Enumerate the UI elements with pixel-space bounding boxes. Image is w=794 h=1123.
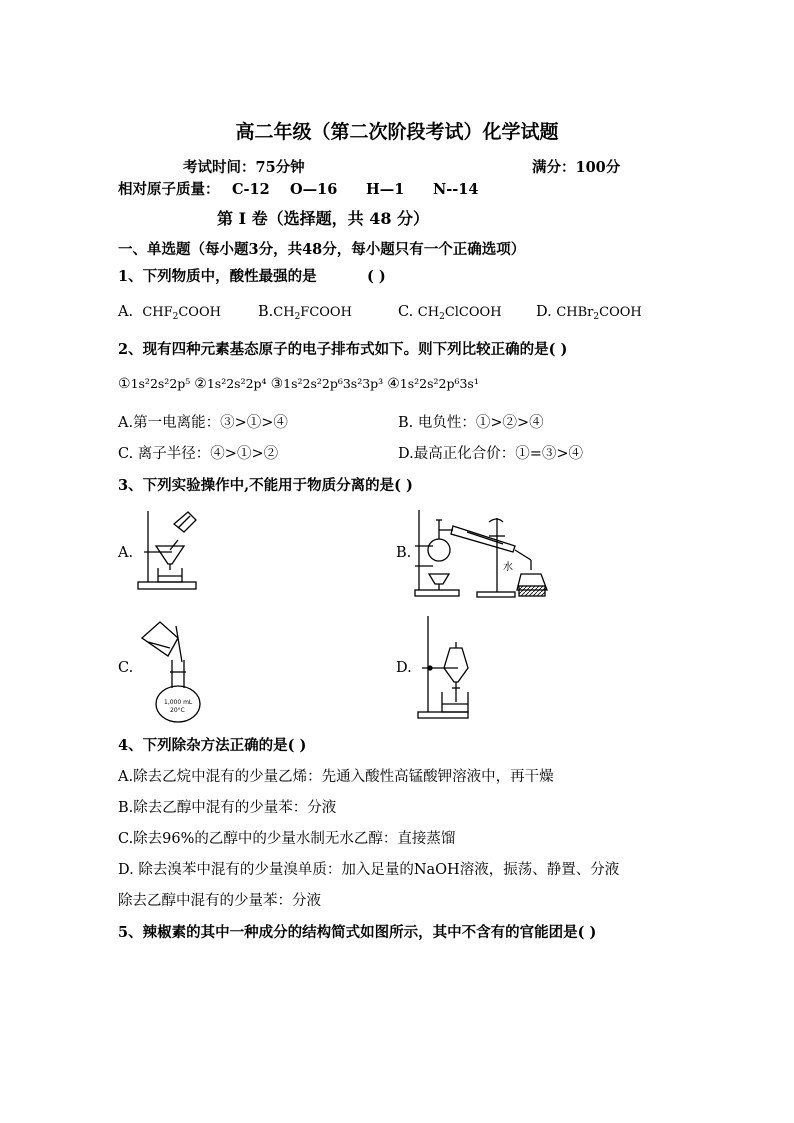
q3-label-b: B. xyxy=(396,545,412,561)
q4-extra-line: 除去乙醇中混有的少量苯：分液 xyxy=(118,893,321,909)
q2-option-a: A.第一电离能：③>①>④ xyxy=(118,415,288,431)
distillation-apparatus-diagram xyxy=(413,508,553,600)
q1-option-a: A. $CHF_2COOH$ xyxy=(118,304,221,322)
filtration-apparatus-diagram xyxy=(136,508,216,596)
q2-option-d: D.最高正化合价：①=③>④ xyxy=(398,446,584,462)
q4-option-d: D. 除去溴苯中混有的少量溴单质：加入足量的NaOH溶液，振荡、静置、分液 xyxy=(118,862,620,878)
exam-time: 考试时间：75分钟 xyxy=(183,159,305,176)
flask-temp-label: 20°C xyxy=(170,707,185,714)
atomic-mass-o: O—16 xyxy=(290,181,338,198)
q3-label-d: D. xyxy=(396,660,412,676)
q1-option-b: $B.CH_2FCOOH$ xyxy=(258,304,352,322)
q2-option-b: B. 电负性：①>②>④ xyxy=(398,415,544,431)
atomic-mass-label: 相对原子质量： xyxy=(118,181,220,198)
water-label: 水 xyxy=(503,562,513,573)
q2-configs: ①1s²2s²2p⁵ ②1s²2s²2p⁴ ③1s²2s²2p⁶3s²3p³ ④1s²2s²2p⁶3s¹ xyxy=(118,376,479,392)
q3-label-a: A. xyxy=(118,545,134,561)
q1-option-c: C. $CH_2ClCOOH$ xyxy=(398,304,502,322)
q2-stem: 2、现有四种元素基态原子的电子排布式如下。则下列比较正确的是( ) xyxy=(118,341,568,358)
full-score: 满分：100分 xyxy=(532,159,621,176)
q4-option-c: C.除去96%的乙醇中的少量水制无水乙醇：直接蒸馏 xyxy=(118,831,456,847)
q1-blank: ( ) xyxy=(367,268,386,285)
separatory-funnel-diagram xyxy=(416,612,476,722)
q2-option-c: C. 离子半径：④>①>② xyxy=(118,446,279,462)
atomic-mass-h: H—1 xyxy=(366,181,405,198)
volume-title: 第 I 卷（选择题，共 48 分） xyxy=(217,209,430,228)
volumetric-flask-diagram xyxy=(138,618,214,726)
atomic-mass-c: C-12 xyxy=(232,181,270,198)
flask-volume-label: 1,000 mL xyxy=(164,699,193,706)
q3-label-c: C. xyxy=(118,660,134,676)
q4-option-b: B.除去乙醇中混有的少量苯：分液 xyxy=(118,800,337,816)
q3-stem: 3、下列实验操作中,不能用于物质分离的是( ) xyxy=(118,477,413,494)
q4-stem: 4、下列除杂方法正确的是( ) xyxy=(118,737,307,754)
atomic-mass-n: N--14 xyxy=(433,181,479,198)
q1-option-d: D. CHBr$_2$COOH xyxy=(536,304,642,322)
section-title: 一、单选题（每小题3分，共48分，每小题只有一个正确选项） xyxy=(118,241,526,258)
page-title: 高二年级（第二次阶段考试）化学试题 xyxy=(235,121,559,143)
q4-option-a: A.除去乙烷中混有的少量乙烯：先通入酸性高锰酸钾溶液中，再干燥 xyxy=(118,769,554,785)
q5-stem: 5、辣椒素的其中一种成分的结构简式如图所示，其中不含有的官能团是( ) xyxy=(118,924,597,941)
q1-stem: 1、下列物质中，酸性最强的是 xyxy=(118,268,317,285)
